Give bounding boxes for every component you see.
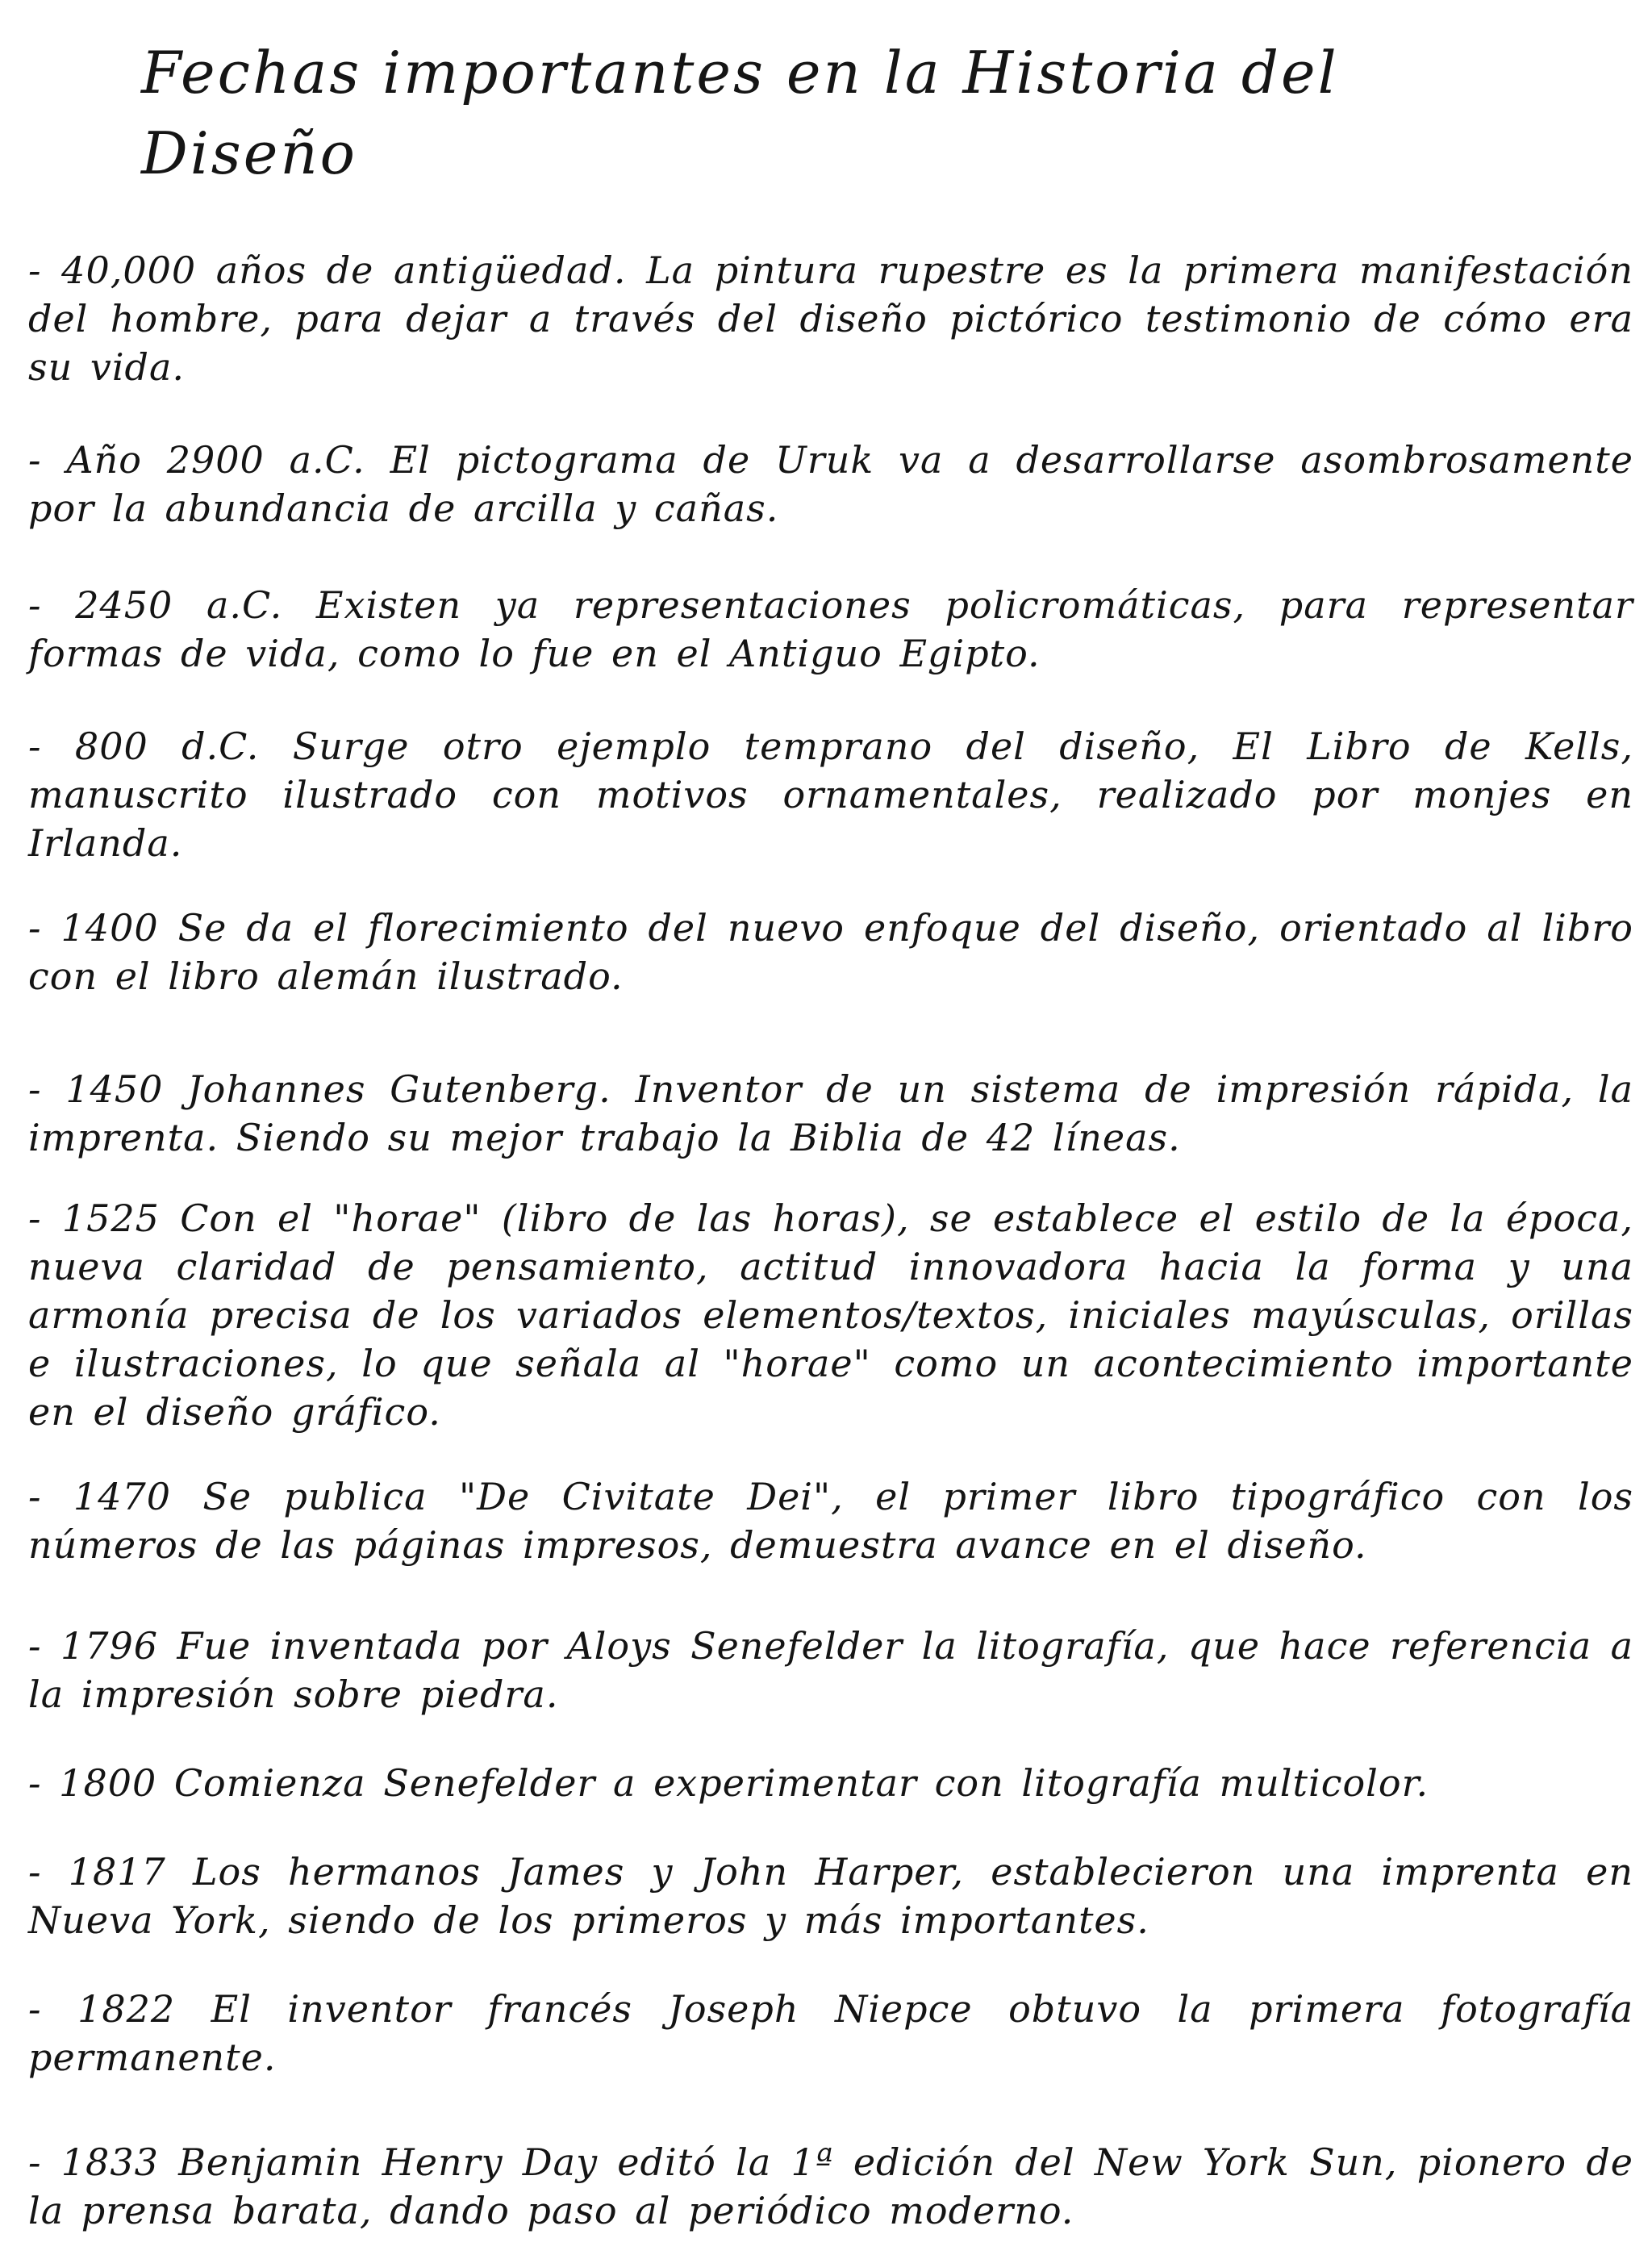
entry-text: 1833 Benjamin Henry Day editó la 1ª edición del New York Sun, pionero de la prensa barata, dando paso al periódico moderno. [28,2140,1633,2232]
entry-text: 40,000 años de antigüedad. La pintura rupestre es la primera manifestación del hombre, para dejar a través del diseño pictórico testimonio de cómo era su vida. [28,248,1634,389]
timeline-entry [28,2138,1633,2235]
entry-marker: - [28,1624,42,1668]
entry-text: 800 d.C. Surge otro ejemplo temprano del diseño, El Libro de Kells, manuscrito ilustrado con motivos ornamentales, realizado por monjes en Irlanda. [28,725,1634,865]
timeline-entry [28,581,1633,678]
entry-marker: - [28,583,42,627]
entry-text: 1822 El inventor francés Joseph Niepce obtuvo la primera fotografía permanente. [28,1987,1633,2079]
entry-marker: - [28,906,42,950]
entry-marker: - [28,1196,42,1240]
entry-marker: - [28,248,42,292]
entry-marker: - [28,1761,42,1805]
entry-marker: - [28,725,42,768]
entry-marker: - [28,2140,42,2184]
entry-marker: - [28,438,42,482]
timeline-entry [28,1759,1633,1807]
entry-text: Año 2900 a.C. El pictograma de Uruk va a desarrollarse asombrosamente por la abundancia de arcilla y cañas. [28,438,1633,530]
timeline-entry [28,246,1633,391]
timeline-entry [28,722,1633,867]
page-title: Fechas importantes en la Historia del Diseño [141,39,1339,187]
entry-marker: - [28,1987,42,2031]
entry-text: 1817 Los hermanos James y John Harper, establecieron una imprenta en Nueva York, siendo de los primeros y más importantes. [28,1850,1633,1942]
entry-marker: - [28,1067,42,1111]
timeline-entry [28,904,1633,1000]
entry-text: 1800 Comienza Senefelder a experimentar con litografía multicolor. [59,1761,1429,1805]
timeline-entry [28,1848,1633,1944]
entry-text: 2450 a.C. Existen ya representaciones policromáticas, para representar formas de vida, como lo fue en el Antiguo Egipto. [28,583,1633,675]
entry-text: 1400 Se da el florecimiento del nuevo enfoque del diseño, orientado al libro con el libro alemán ilustrado. [28,906,1634,998]
timeline-entry [28,1985,1633,2082]
timeline-entry [28,1194,1633,1436]
entry-text: 1450 Johannes Gutenberg. Inventor de un sistema de impresión rápida, la imprenta. Siendo su mejor trabajo la Biblia de 42 líneas. [28,1067,1634,1159]
timeline-entry [28,1622,1633,1718]
entry-marker: - [28,1850,42,1894]
timeline-entry [28,1065,1633,1162]
entry-text: 1796 Fue inventada por Aloys Senefelder la litografía, que hace referencia a la impresión sobre piedra. [28,1624,1633,1716]
entry-marker: - [28,1475,42,1518]
timeline-entry [28,436,1633,532]
entry-text: 1470 Se publica "De Civitate Dei", el primer libro tipográfico con los números de las páginas impresos, demuestra avance en el diseño. [28,1475,1633,1567]
timeline-entry [28,1472,1633,1569]
entry-text: 1525 Con el "horae" (libro de las horas), se establece el estilo de la época, nueva claridad de pensamiento, actitud innovadora hacia la forma y una armonía precisa de los variados elementos/textos, iniciales mayúsculas, orillas e ilustraciones, lo que señala al "horae" como un acontecimiento importante en el diseño gráfico. [28,1196,1633,1434]
